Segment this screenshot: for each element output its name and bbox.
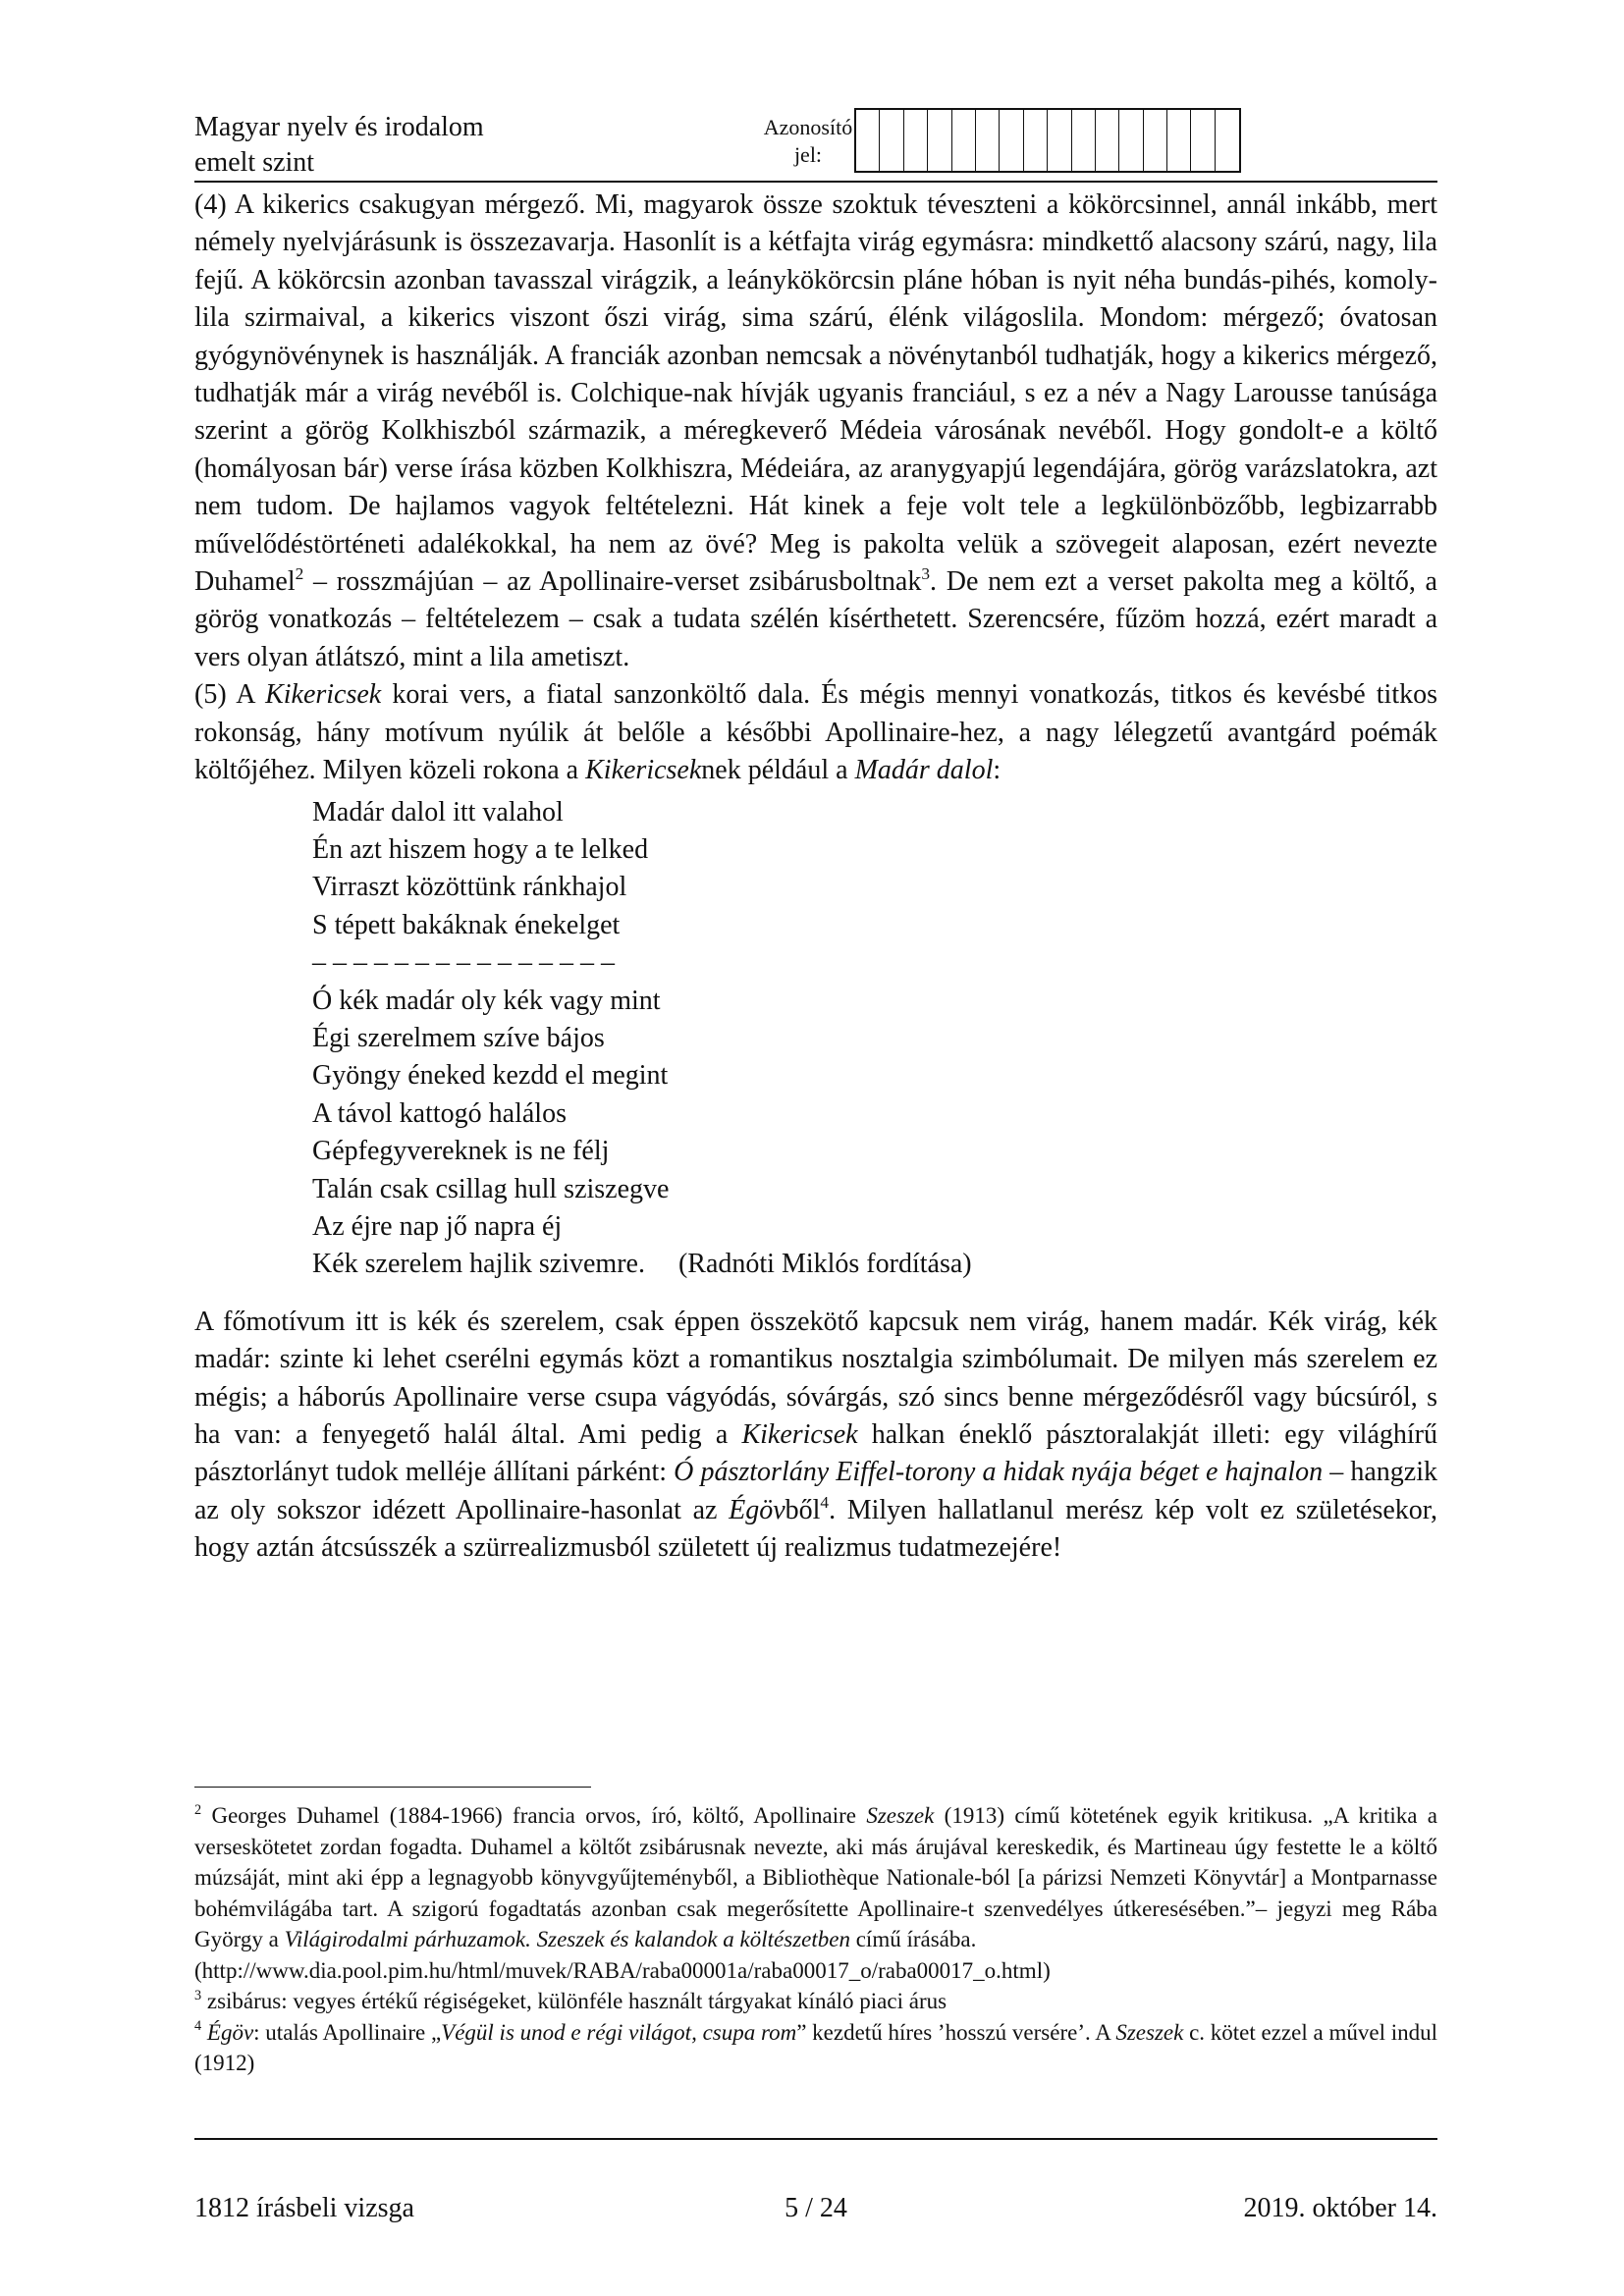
text-run: ” kezdetű híres ’hosszú versére’. A: [796, 2019, 1116, 2045]
identifier-box[interactable]: [1096, 110, 1119, 171]
footnote-separator: [194, 1787, 591, 1788]
subject-title: Magyar nyelv és irodalom: [194, 112, 484, 142]
italic-text: Kikericsek: [265, 679, 382, 711]
paragraph-4: [194, 187, 1437, 676]
italic-text: Világirodalmi párhuzamok. Szeszek és kalandok a költészetben: [284, 1927, 850, 1951]
text-run: halkan éneklő pásztoralakját illeti: egy világhírű pásztorlányt tudok melléje állítani párként:: [194, 1419, 1437, 1488]
footnote-ref: 4: [194, 2018, 202, 2035]
italic-text: Végül is unod e régi világot, csupa rom: [441, 2019, 797, 2045]
poem-line: Talán csak csillag hull sziszegve: [312, 1173, 670, 1204]
text-run: nek például a: [701, 755, 855, 786]
text-run: (4) A kikerics csakugyan mérgező. Mi, magyarok össze szoktuk téveszteni a kökörcsinnel, annál inkább, mert némely nyelvjárásunk is összezavarja. Hasonlít is a kétfajta virág egymásra: mindkettő alacsony szárú, nagy, lila fejű. A kökörcsin azonban tavasszal virágzik, a leánykökörcsin pláne hóban is nyit néha bundás-pihés, komoly-lila szirmaival, a kikerics viszont őszi virág, sima szárú, élénk világoslila. Mondom: mérgező; óvatosan gyógynövénynek is használják. A franciák azonban nemcsak a növénytanból tudhatják, hogy a kikerics mérgező, tudhatják már a virág nevéből is. Colchique-nak hívják ugyanis franciául, s ez a név a Nagy Larousse tanúsága szerint a görög Kolkhiszból származik, a méregkeverő Médeia városának nevéből. Hogy gondolt-e a költő (homályosan bár) verse írása közben Kolkhiszra, Médeiára, az aranygyapjú legendájára, görög varázslatokra, azt nem tudom. De hajlamos vagyok feltételezni. Hát kinek a feje volt tele a legkülönbözőbb, legbizarrabb művelődéstörténeti adalékokkal, ha nem az övé? Meg is pakolta velük a szövegeit alaposan, ezért nevezte Duhamel: [194, 189, 1437, 598]
poem-last-line: [312, 1246, 1437, 1283]
header-rule: [194, 181, 1437, 183]
subject-level: emelt szint: [194, 147, 315, 178]
italic-text: Kikericsek: [741, 1419, 858, 1450]
text-run: című írásába.: [849, 1927, 977, 1951]
identifier-box[interactable]: [1216, 110, 1239, 171]
footnote-2: [194, 1800, 1437, 1955]
footer-rule: [194, 2138, 1437, 2140]
text-run: (1913) című kötetének egyik kritikusa. „A kritika a verseskötetet zordan fogadta. Duhamel a költőt zsibárusnak nevezte, aki más árujával kereskedik, és Martineau úgy festette le a költő múzsáját, mint aki épp a legnagyobb könyvgyűjteményből, a Bibliothèque Nationale-ból [a párizsi Nemzeti Könyvtár] a Montparnasse bohémvilágába tart. A szigorú fogadtatás azonban csak megerősítette Apollinaire-t szenvedélyes útkeresésében.”– jegyzi meg Rába György a: [194, 1803, 1437, 1951]
identifier-box[interactable]: [1144, 110, 1167, 171]
identifier-box[interactable]: [952, 110, 976, 171]
poem-line-text: Kék szerelem hajlik szivemre.: [312, 1249, 645, 1280]
text-run: A főmotívum itt is kék és szerelem, csak éppen összekötő kapcsuk nem virág, hanem madár. Kék virág, kék madár: szinte ki lehet cserélni egymás közt a romantikus nosztalgia szimbólumait. De milyen más szerelem ez mégis; a háborús Apollinaire verse csupa vágyódás, sóvárgás, szó sincs benne mérgeződésről vagy búcsúról, s ha van: a fenyegető halál által. Ami pedig a: [194, 1306, 1437, 1450]
poem-madar-dalol: [312, 794, 1437, 1284]
text-run: – hangzik az oly sokszor idézett Apollinaire-hasonlat az: [194, 1457, 1437, 1525]
poem-line: Gyöngy éneked kezdd el megint: [312, 1060, 669, 1092]
poem-line: Virraszt közöttünk ránkhajol: [312, 872, 627, 903]
identifier-box[interactable]: [1072, 110, 1096, 171]
footnote-ref: 3: [194, 1987, 202, 2003]
text-run: : utalás Apollinaire „: [253, 2019, 442, 2045]
poem-line: Én azt hiszem hogy a te lelked: [312, 833, 649, 865]
identifier-box[interactable]: [1167, 110, 1191, 171]
footnotes: [194, 1800, 1437, 2079]
footnote-4: [194, 2017, 1437, 2079]
main-text: [194, 187, 1437, 1568]
exam-subject: [194, 110, 484, 181]
identifier-box[interactable]: [1024, 110, 1048, 171]
footnote-ref: 2: [194, 1801, 202, 1818]
identifier-box[interactable]: [1119, 110, 1143, 171]
identifier-box[interactable]: [880, 110, 903, 171]
poem-line: S tépett bakáknak énekelget: [312, 909, 621, 940]
poem-line: Égi szerelmem szíve bájos: [312, 1022, 605, 1053]
poem-line: A távol kattogó halálos: [312, 1097, 567, 1129]
page-number: 5 / 24: [785, 2193, 847, 2223]
identifier-box[interactable]: [1048, 110, 1071, 171]
text-run: – rosszmájúan – az Apollinaire-verset zsibárusboltnak: [303, 566, 922, 598]
poem-line: Gépfegyvereknek is ne félj: [312, 1136, 610, 1167]
italic-text: Égöv: [206, 2019, 254, 2045]
poem-line: Az éjre nap jő napra éj: [312, 1210, 563, 1242]
text-run: :: [993, 755, 1001, 786]
identifier-label-line1: Azonosító: [763, 115, 853, 139]
identifier-boxes: [854, 108, 1241, 173]
italic-text: Madár dalol: [854, 755, 994, 786]
text-run: (5) A: [194, 679, 266, 711]
identifier-box[interactable]: [928, 110, 951, 171]
poem-line: Ó kék madár oly kék vagy mint: [312, 985, 661, 1016]
poem-line: – – – – – – – – – – – – – – –: [312, 947, 615, 979]
italic-text: Szeszek: [1115, 2019, 1184, 2045]
text-run: korai vers, a fiatal sanzonköltő dala. És mégis mennyi vonatkozás, titkos és kevésbé titkos rokonság, hány motívum nyúlik át belőle a későbbi Apollinaire-hez, a nagy lélegzetű avantgárd poémák költőjéhez. Milyen közeli rokona a: [194, 679, 1438, 786]
paragraph-6: [194, 1304, 1437, 1568]
italic-text: Szeszek: [866, 1803, 935, 1828]
text-run: zsibárus: vegyes értékű régiségeket, különféle használt tárgyakat kínáló piaci árus: [201, 1989, 947, 2013]
paragraph-5: [194, 676, 1437, 789]
footnote-2-url: (http://www.dia.pool.pim.hu/html/muvek/RABA/raba00001a/raba00017_o/raba00017_o.html): [194, 1957, 1051, 1983]
italic-text: Kikericsek: [585, 755, 702, 786]
identifier-label: [744, 114, 872, 169]
identifier-label-line2: jel:: [793, 142, 823, 167]
page-header: [194, 106, 1437, 179]
identifier-box[interactable]: [976, 110, 1000, 171]
footnote-3: [194, 1986, 1437, 2017]
text-run: . Milyen hallatlanul merész kép volt ez születésekor, hogy aztán átcsússzék a szürrealizmusból született új realizmus tudatmezejére!: [194, 1494, 1438, 1564]
text-run: . De nem ezt a verset pakolta meg a költő, a görög vonatkozás – feltételezem – csak a tudata szélén kísérthetett. Szerencsére, fűzöm hozzá, ezért maradt a vers olyan átlátszó, mint a lila ametiszt.: [194, 566, 1437, 672]
text-run: Georges Duhamel (1884-1966) francia orvos, író, költő, Apollinaire: [201, 1803, 867, 1828]
identifier-box[interactable]: [856, 110, 880, 171]
footnote-ref: 2: [295, 563, 304, 583]
identifier-box[interactable]: [1191, 110, 1215, 171]
text-run: ből: [785, 1494, 821, 1525]
exam-code: 1812 írásbeli vizsga: [194, 2193, 414, 2223]
exam-date: 2019. október 14.: [1243, 2193, 1437, 2223]
identifier-box[interactable]: [904, 110, 928, 171]
poem-line: Madár dalol itt valahol: [312, 796, 564, 828]
translation-credit: (Radnóti Miklós fordítása): [677, 1249, 972, 1280]
italic-text: Égöv: [729, 1494, 785, 1525]
identifier-box[interactable]: [1000, 110, 1023, 171]
italic-text: Ó pásztorlány Eiffel-torony a hidak nyája béget e hajnalon: [674, 1457, 1324, 1488]
text-run: c. kötet ezzel a művel indul (1912): [194, 2019, 1438, 2075]
footnote-ref: 4: [820, 1492, 830, 1512]
footnote-ref: 3: [921, 563, 931, 583]
